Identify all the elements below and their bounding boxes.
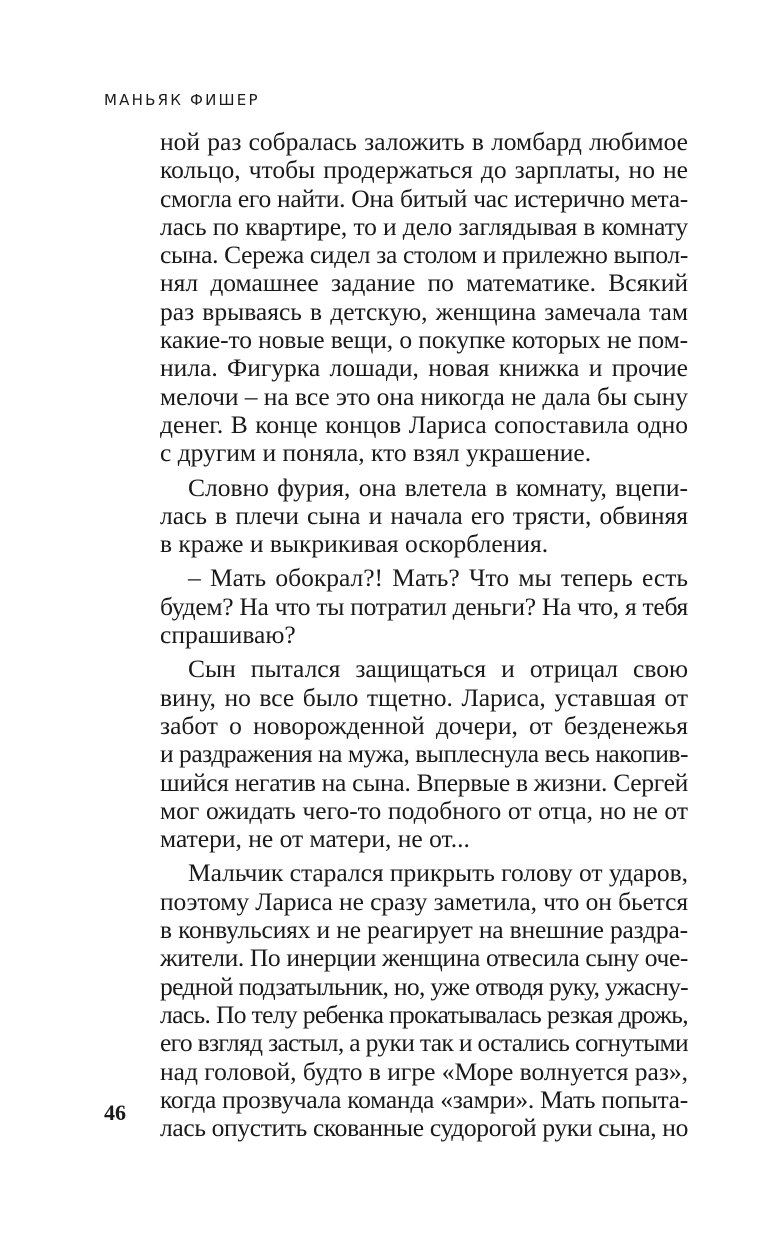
- paragraph: [160, 128, 688, 468]
- text-line: спрашиваю?: [160, 620, 296, 650]
- text-line: раз врываясь в детскую, женщина замечала там: [160, 296, 688, 326]
- running-head: МАНЬЯК ФИШЕР: [104, 91, 260, 109]
- paragraph: [160, 859, 688, 1142]
- text-line: матери, не от матери, не от...: [160, 824, 470, 854]
- paragraph: [160, 564, 688, 649]
- text-line: жители. По инерции женщина отвесила сыну оче-: [160, 943, 689, 973]
- text-line: и раздражения на мужа, выплеснула весь накопив-: [160, 739, 688, 769]
- text-line: лась опустить скованные судорогой руки сына, но: [160, 1113, 688, 1143]
- paragraph: [160, 655, 688, 853]
- text-line: лась. По телу ребенка прокатывалась резкая дрожь,: [160, 999, 688, 1029]
- text-line: сына. Сережа сидел за столом и прилежно выпол-: [160, 240, 688, 270]
- text-line: с другим и поняла, кто взял украшение.: [160, 438, 592, 468]
- text-line: лась в плечи сына и начала его трясти, обвиняя: [160, 500, 688, 530]
- text-line: – Мать обокрал?! Мать? Что мы теперь есть: [188, 563, 688, 593]
- text-line: вину, но все было тщетно. Лариса, уставшая от: [160, 682, 688, 712]
- text-line: в конвульсиях и не реагирует на внешние раздра-: [160, 915, 688, 945]
- text-line: лась по квартире, то и дело заглядывая в комнату: [160, 211, 689, 241]
- text-line: кольцо, чтобы продержаться до зарплаты, но не: [160, 155, 688, 185]
- text-line: какие-то новые вещи, о покупке которых не пом-: [160, 325, 688, 355]
- text-line: Мальчик старался прикрыть голову от ударов,: [188, 858, 688, 888]
- text-line: шийся негатив на сына. Впервые в жизни. Сергей: [160, 767, 688, 797]
- body-text: [160, 128, 688, 1148]
- text-line: нила. Фигурка лошади, новая книжка и прочие: [160, 353, 688, 383]
- text-line: будем? На что ты потратил деньги? На что, я тебя: [160, 591, 688, 621]
- text-line: Сын пытался защищаться и отрицал свою: [188, 654, 688, 684]
- text-line: редной подзатыльник, но, уже отводя руку, ужасну-: [160, 971, 688, 1001]
- text-line: поэтому Лариса не сразу заметила, что он бьется: [160, 886, 688, 916]
- text-line: ной раз собралась заложить в ломбард любимое: [160, 127, 688, 156]
- text-line: в краже и выкрикивая оскорбления.: [160, 529, 549, 559]
- text-line: денег. В конце концов Лариса сопоставила одно: [160, 409, 688, 439]
- text-line: его взгляд застыл, а руки так и остались согнутыми: [160, 1028, 689, 1058]
- text-line: Словно фурия, она влетела в комнату, вцепи-: [188, 472, 688, 502]
- text-line: нял домашнее задание по математике. Всякий: [160, 268, 688, 298]
- text-line: мелочи – на все это она никогда не дала бы сыну: [160, 381, 689, 411]
- page-number: 46: [104, 1100, 126, 1125]
- text-line: когда прозвучала команда «замри». Мать попыта-: [160, 1084, 688, 1114]
- text-line: смогла его найти. Она битый час истерично мета-: [160, 183, 688, 213]
- paragraph: [160, 474, 688, 559]
- text-line: мог ожидать чего-то подобного от отца, но не от: [160, 795, 688, 825]
- text-line: над головой, будто в игре «Море волнуется раз»,: [160, 1056, 689, 1086]
- text-line: забот о новорожденной дочери, от безденежья: [160, 710, 688, 740]
